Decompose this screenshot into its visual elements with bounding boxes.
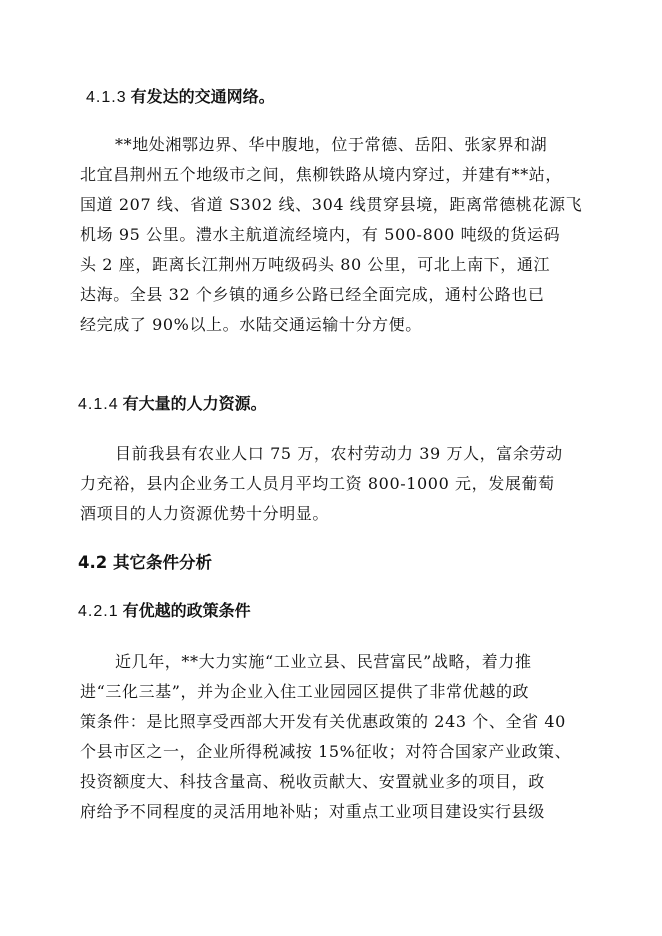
paragraph-transport xyxy=(80,130,583,340)
paragraph-line: 头 2 座，距离长江荆州万吨级码头 80 公里，可北上南下，通江 xyxy=(80,255,551,274)
paragraph-policy xyxy=(80,647,580,827)
paragraph-labor xyxy=(80,439,580,529)
paragraph-line: 个县市区之一，企业所得税减按 15%征收；对符合国家产业政策、 xyxy=(80,742,572,761)
paragraph-line: **地处湘鄂边界、华中腹地，位于常德、岳阳、张家界和湖 xyxy=(115,135,548,154)
paragraph-line: 机场 95 公里。澧水主航道流经境内，有 500-800 吨级的货运码 xyxy=(80,225,561,244)
paragraph-line: 目前我县有农业人口 75 万，农村劳动力 39 万人，富余劳动 xyxy=(115,444,563,463)
paragraph-line: 近几年，**大力实施“工业立县、民营富民”战略，着力推 xyxy=(115,652,532,671)
section-heading-4-1-3 xyxy=(86,84,275,110)
paragraph-line: 酒项目的人力资源优势十分明显。 xyxy=(80,504,330,523)
section-title: 有大量的人力资源。 xyxy=(122,394,267,413)
section-heading-4-2 xyxy=(78,550,212,576)
paragraph-line: 府给予不同程度的灵活用地补贴；对重点工业项目建设实行县级 xyxy=(80,802,545,821)
paragraph-line: 进“三化三基”，并为企业入住工业园园区提供了非常优越的政 xyxy=(80,682,530,701)
section-heading-4-2-1 xyxy=(78,598,251,624)
paragraph-line: 国道 207 线、省道 S302 线、304 线贯穿县境，距离常德桃花源飞 xyxy=(80,195,583,214)
paragraph-line: 投资额度大、科技含量高、税收贡献大、安置就业多的项目，政 xyxy=(80,772,545,791)
section-number: 4.1.4 xyxy=(78,396,119,413)
section-number: 4.2.1 xyxy=(78,603,119,620)
section-heading-text: 4.2 其它条件分析 xyxy=(78,553,212,572)
paragraph-line: 经完成了 90%以上。水陆交通运输十分方便。 xyxy=(80,315,422,334)
paragraph-line: 策条件：是比照享受西部大开发有关优惠政策的 243 个、全省 40 xyxy=(80,712,566,731)
section-title: 有发达的交通网络。 xyxy=(130,87,275,106)
section-heading-4-1-4 xyxy=(78,391,267,417)
paragraph-line: 达海。全县 32 个乡镇的通乡公路已经全面完成，通村公路也已 xyxy=(80,285,545,304)
paragraph-line: 力充裕，县内企业务工人员月平均工资 800-1000 元，发展葡萄 xyxy=(80,474,555,493)
section-title: 有优越的政策条件 xyxy=(122,601,251,620)
section-number: 4.1.3 xyxy=(86,89,127,106)
paragraph-line: 北宜昌荆州五个地级市之间，焦柳铁路从境内穿过，并建有**站， xyxy=(80,165,563,184)
